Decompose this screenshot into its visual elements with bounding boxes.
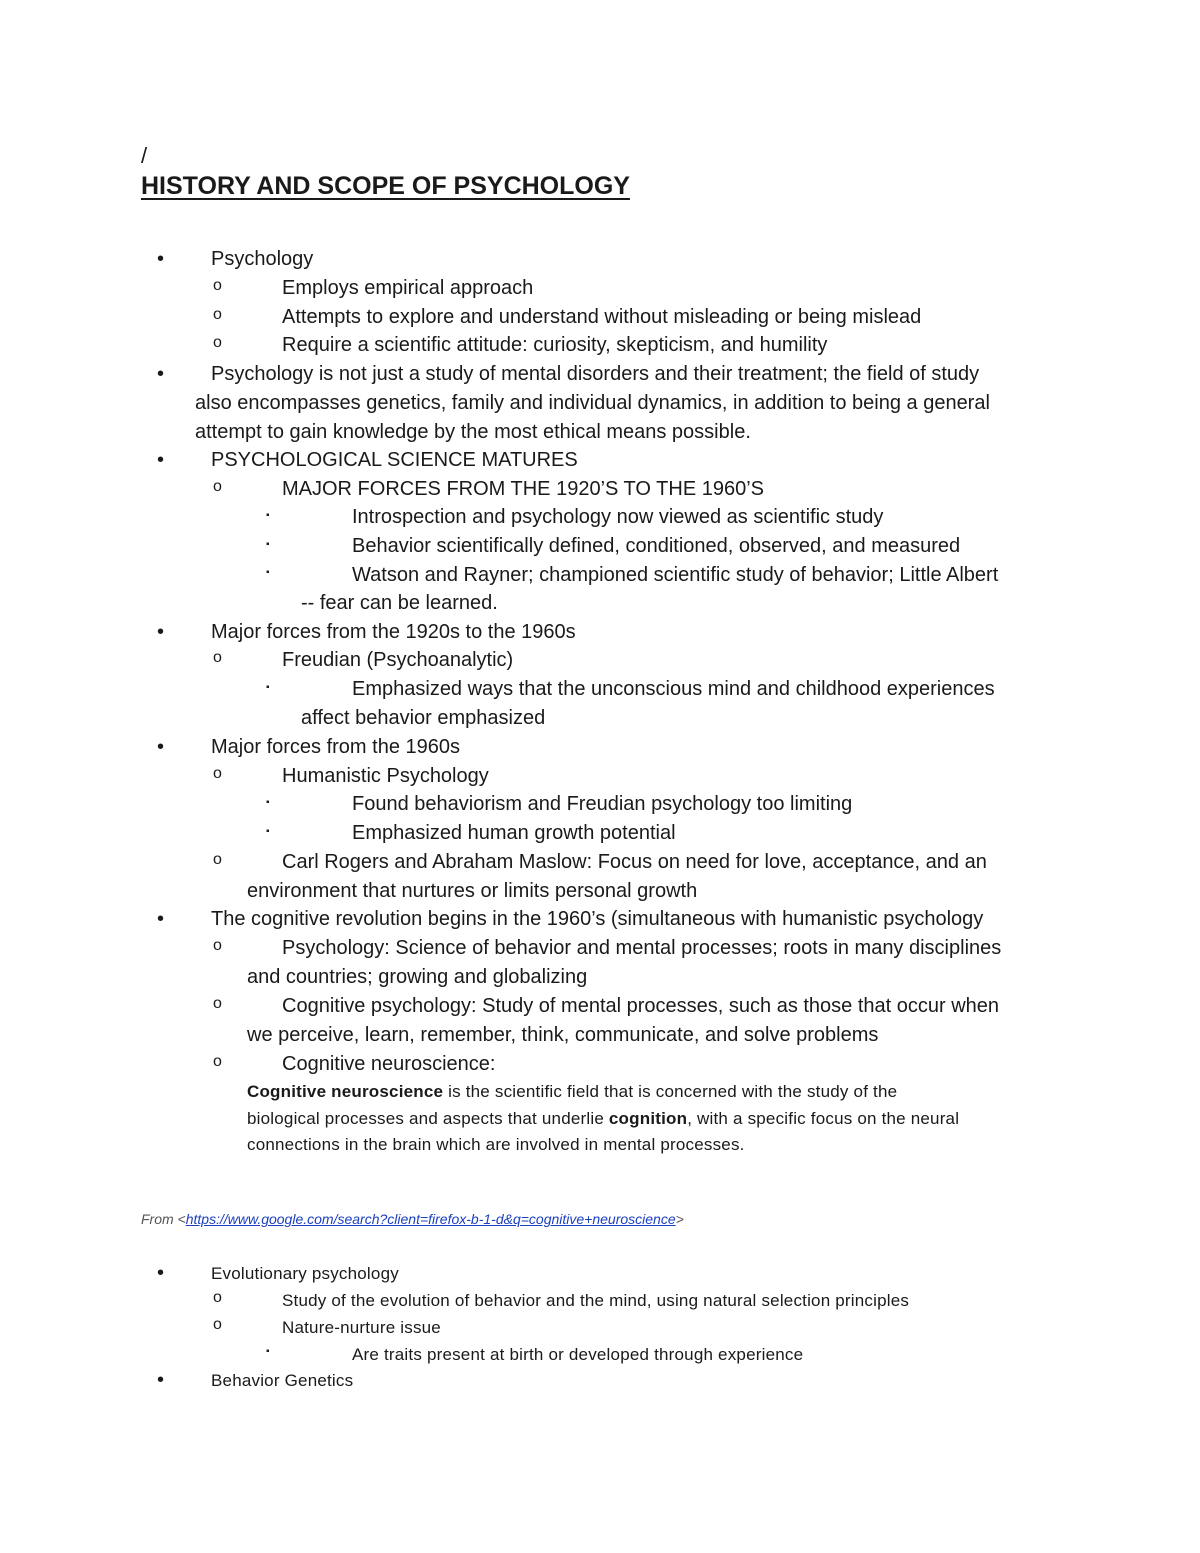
definition-term: Cognitive neuroscience [247, 1082, 444, 1101]
definition-line: biological processes and aspects that underlie cognition, with a specific focus on the neural [247, 1109, 960, 1128]
list-item: Introspection and psychology now viewed as scientific study [352, 506, 884, 528]
list-item: Behavior Genetics [211, 1371, 354, 1390]
list-item-continuation: we perceive, learn, remember, think, communicate, and solve problems [247, 1024, 879, 1046]
list-item: Evolutionary psychology [211, 1264, 399, 1283]
paragraph-line: attempt to gain knowledge by the most ethical means possible. [195, 421, 751, 443]
list-item: Humanistic Psychology [282, 765, 489, 787]
list-item: Study of the evolution of behavior and the mind, using natural selection principles [282, 1291, 910, 1310]
bullet-level2: o [213, 1316, 222, 1333]
bullet-level1: • [157, 1262, 165, 1284]
list-item: Watson and Rayner; championed scientific study of behavior; Little Albert [352, 564, 999, 586]
list-item: Emphasized ways that the unconscious mind and childhood experiences [352, 678, 995, 700]
bullet-level3: ▪ [266, 797, 270, 808]
list-item: Major forces from the 1920s to the 1960s [211, 621, 576, 643]
list-item: Psychology: Science of behavior and mental processes; roots in many disciplines [282, 937, 1002, 959]
bullet-level1: • [157, 248, 165, 270]
bullet-level1: • [157, 363, 165, 385]
list-item-continuation: and countries; growing and globalizing [247, 966, 588, 988]
list-item: Behavior scientifically defined, conditioned, observed, and measured [352, 535, 961, 557]
bullet-level1: • [157, 621, 165, 643]
bullet-level2: o [213, 478, 222, 495]
bullet-level3: ▪ [266, 539, 270, 550]
bullet-level2: o [213, 334, 222, 351]
bullet-level2: o [213, 649, 222, 666]
paragraph-line: also encompasses genetics, family and individual dynamics, in addition to being a general [195, 392, 990, 414]
bullet-level3: ▪ [266, 682, 270, 693]
source-link[interactable]: https://www.google.com/search?client=firefox-b-1-d&q=cognitive+neuroscience [185, 1211, 676, 1227]
bullet-level3: ▪ [266, 1346, 270, 1357]
list-item: Psychology [211, 248, 314, 270]
bullet-level1: • [157, 449, 165, 471]
list-item-continuation: -- fear can be learned. [301, 592, 498, 614]
source-citation: From <https://www.google.com/search?client=firefox-b-1-d&q=cognitive+neuroscience> [141, 1211, 684, 1227]
bullet-level1: • [157, 1369, 165, 1391]
list-item: Employs empirical approach [282, 277, 534, 299]
page-title: HISTORY AND SCOPE OF PSYCHOLOGY [141, 172, 630, 200]
list-item: Cognitive psychology: Study of mental processes, such as those that occur when [282, 995, 1000, 1017]
list-item: Emphasized human growth potential [352, 822, 676, 844]
list-item-continuation: environment that nurtures or limits personal growth [247, 880, 698, 902]
list-item: Require a scientific attitude: curiosity, skepticism, and humility [282, 334, 828, 356]
list-item: Major forces from the 1960s [211, 736, 460, 758]
list-item: Are traits present at birth or developed through experience [352, 1345, 804, 1364]
slash-mark: / [141, 143, 148, 168]
bullet-level2: o [213, 306, 222, 323]
bullet-level2: o [213, 851, 222, 868]
definition-line: connections in the brain which are involved in mental processes. [247, 1135, 745, 1154]
list-item: Attempts to explore and understand without misleading or being mislead [282, 306, 922, 328]
bullet-level2: o [213, 995, 222, 1012]
bullet-level2: o [213, 1053, 222, 1070]
bullet-level2: o [213, 765, 222, 782]
bullet-level3: ▪ [266, 510, 270, 521]
bullet-level1: • [157, 908, 165, 930]
paragraph-line: Psychology is not just a study of mental disorders and their treatment; the field of study [211, 363, 980, 385]
bullet-level1: • [157, 736, 165, 758]
definition-line: Cognitive neuroscience is the scientific field that is concerned with the study of the [247, 1082, 898, 1101]
bullet-level2: o [213, 937, 222, 954]
definition-term: cognition [608, 1109, 688, 1128]
list-item: PSYCHOLOGICAL SCIENCE MATURES [211, 449, 578, 471]
list-item: MAJOR FORCES FROM THE 1920’S TO THE 1960’S [282, 478, 764, 500]
bullet-level2: o [213, 277, 222, 294]
list-item: Freudian (Psychoanalytic) [282, 649, 514, 671]
bullet-level2: o [213, 1289, 222, 1306]
list-item: Cognitive neuroscience: [282, 1053, 496, 1075]
list-item-continuation: affect behavior emphasized [301, 707, 546, 729]
list-item: The cognitive revolution begins in the 1960’s (simultaneous with humanistic psychology [211, 908, 984, 930]
list-item: Carl Rogers and Abraham Maslow: Focus on need for love, acceptance, and an [282, 851, 987, 873]
list-item: Nature-nurture issue [282, 1318, 441, 1337]
bullet-level3: ▪ [266, 567, 270, 578]
list-item: Found behaviorism and Freudian psychology too limiting [352, 793, 853, 815]
bullet-level3: ▪ [266, 826, 270, 837]
